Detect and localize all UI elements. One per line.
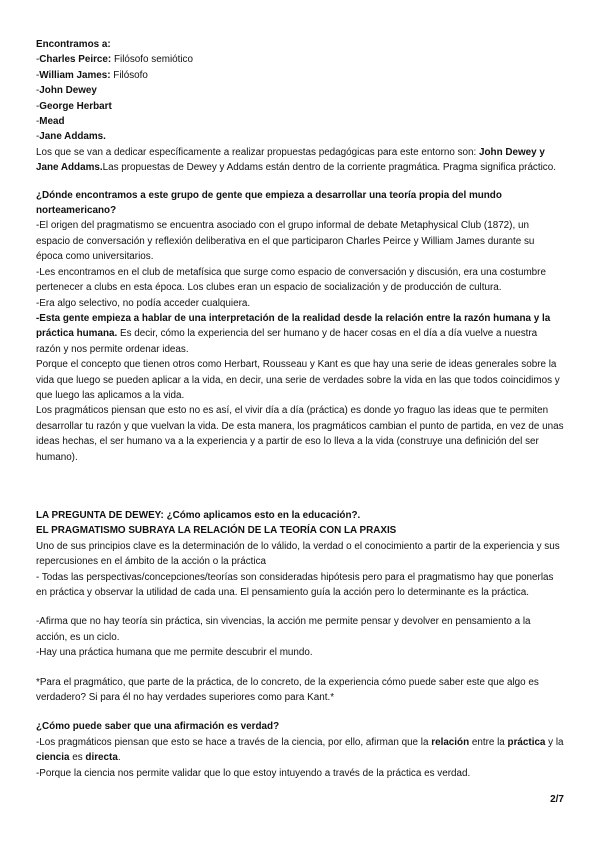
section2-subheading: EL PRAGMATISMO SUBRAYA LA RELACIÓN DE LA TEORÍA CON LA PRAXIS: [36, 525, 397, 537]
section2-heading: LA PREGUNTA DE DEWEY: ¿Cómo aplicamos esto en la educación?.: [36, 509, 361, 521]
paragraph: -Los pragmáticos piensan que esto se hace a través de la ciencia, por ello, afirman que la relación entre la práctica y la ciencia es directa.: [36, 736, 564, 764]
section3-question: ¿Cómo puede saber que una afirmación es verdad?: [36, 721, 280, 733]
note-paragraph: *Para el pragmático, que parte de la práctica, de lo concreto, de la experiencia cómo puede saber este que algo es verdadero? Si para él no hay verdades superiores como para Kant.*: [36, 676, 539, 704]
person-item: -Charles Peirce: Filósofo semiótico: [36, 54, 193, 66]
paragraph: - Todas las perspectivas/concepciones/teorías son consideradas hipótesis pero para el pragmatismo hay que ponerlas en práctica y observar la utilidad de cada una. El pensamiento guía la acción pero lo determinante es la práctica.: [36, 571, 554, 598]
page-number: 2/7: [550, 794, 564, 805]
person-item: -Jane Addams.: [36, 131, 106, 143]
paragraph: Porque el concepto que tienen otros como Herbart, Rousseau y Kant es que hay una serie de ideas generales sobre la vida que luego se pueden aplicar a la vida, en decir, una serie de verdades sobre la vida en las que todos coincidimos y que luego las aplicamos a la vida.: [36, 359, 560, 401]
paragraph: -Les encontramos en el club de metafísica que surge como espacio de conversación y discusión, era una costumbre pertenecer a clubs en esta época. Los clubes eran un espacio de socialización y de producción de cultura.: [36, 266, 546, 294]
person-item: -Mead: [36, 116, 65, 128]
paragraph: Uno de sus principios clave es la determinación de lo válido, la verdad o el conocimiento a partir de la experiencia y sus repercusiones en el ámbito de la acción o la práctica: [36, 540, 560, 568]
paragraph: -Afirma que no hay teoría sin práctica, sin vivencias, la acción me permite pensar y devolver en pensamiento a la acción, es un ciclo.: [36, 616, 531, 643]
person-item: -George Herbart: [36, 100, 112, 112]
person-item: -William James: Filósofo: [36, 69, 148, 81]
paragraph: -Hay una práctica humana que me permite descubrir el mundo.: [36, 647, 313, 659]
section1-question: ¿Dónde encontramos a este grupo de gente que empieza a desarrollar una teoría propia del mundo norteamericano?: [36, 189, 502, 217]
page-content: [36, 37, 564, 781]
paragraph: -Era algo selectivo, no podía acceder cualquiera.: [36, 297, 251, 309]
intro-heading: Encontramos a:: [36, 39, 111, 50]
paragraph: -El origen del pragmatismo se encuentra asociado con el grupo informal de debate Metaphysical Club (1872), un espacio de conversación y reflexión deliberativa en el que participaron Charles Peirce y William James durante su época como universitarios.: [36, 220, 535, 263]
paragraph: -Porque la ciencia nos permite validar que lo que estoy intuyendo a través de la práctica es verdad.: [36, 767, 471, 779]
person-item: -John Dewey: [36, 85, 97, 97]
paragraph: -Esta gente empieza a hablar de una interpretación de la realidad desde la relación entre la razón humana y la práctica humana. Es decir, cómo la experiencia del ser humano y de hacer cosas en el día a día vuelve a nuestra razón y nos permite ordenar ideas.: [36, 312, 551, 355]
intro-paragraph: Los que se van a dedicar específicamente a realizar propuestas pedagógicas para este entorno son: John Dewey y Jane Addams.Las propuestas de Dewey y Addams están dentro de la corriente pragmática. Pragma significa práctico.: [36, 146, 556, 174]
paragraph: Los pragmáticos piensan que esto no es así, el vivir día a día (práctica) es donde yo fraguo las ideas que te permiten desarrollar tu razón y que vuelvan la vida. De esta manera, los pragmáticos cambian el punto de partida, en vez de unas ideas hechas, el ser humano va a la experiencia y a partir de eso lo lleva a la vida (construye una definición del ser humano).: [36, 405, 564, 463]
